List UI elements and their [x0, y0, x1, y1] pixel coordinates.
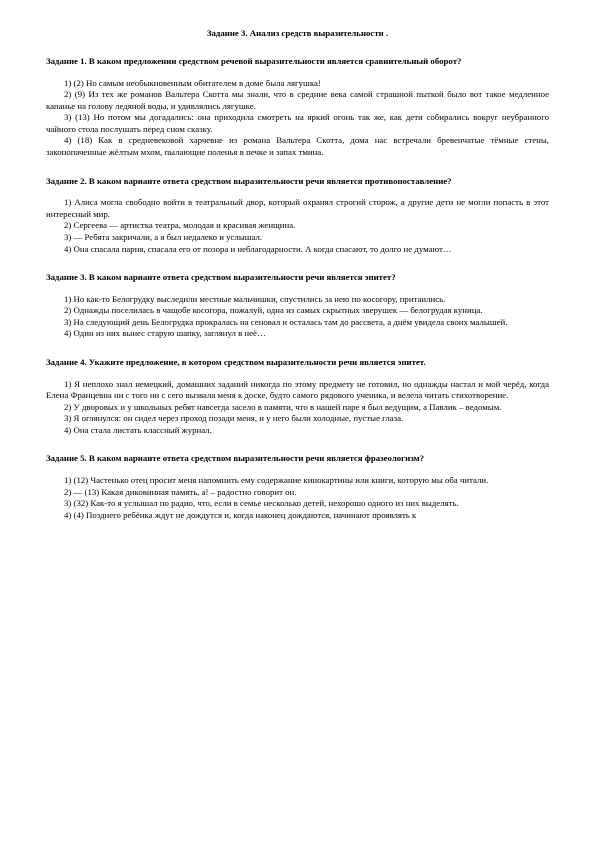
answer-option: 1) (2) Но самым необыкновенным обитателем в доме была лягушка!: [64, 77, 321, 88]
answer-option: 2) У дворовых и у школьных ребят навсегда засело в памяти, что в нашей паре я был ведущим, а Павлик – ведомым.: [64, 401, 502, 412]
task-4: [46, 356, 549, 436]
answer-option: 3) На следующий день Белогрудка прокралась на сеновал и осталась там до рассвета, а днём увидела своих малышей.: [64, 316, 508, 327]
task-question: Задание 1. В каком предложении средством речевой выразительности является сравнительный оборот?: [46, 56, 462, 66]
answer-option: 4) Один из них вынес старую шапку, заглянул в неё…: [64, 328, 266, 339]
task-question: Задание 5. В каком варианте ответа средством выразительности речи является фразеологизм?: [46, 453, 425, 464]
answer-option: 2) Однажды поселилась в чащобе косогора, пожалуй, одна из самых скрытных зверушек — белогрудая куница.: [64, 305, 483, 316]
answer-option: 4) (4) Позднего ребёнка ждут не дождутся и, когда наконец дождаются, начинают проявлять к: [64, 509, 417, 520]
task-5: [46, 452, 549, 521]
page-title: Задание 3. Анализ средств выразительности .: [206, 28, 389, 38]
answer-option: 1) Я неплохо знал немецкий, домашних заданий никогда по этому предмету не готовил, но однажды настал и мой черёд, когда Елена Францевна ни с того ни с сего вызвала меня к доске, будто самого рядового ученика, и велела читать стихотворение.: [46, 378, 549, 401]
answer-option: 4) Она спасала парня, спасала его от позора и неблагодарности. А когда спасают, то долго не думают…: [64, 243, 452, 254]
task-1: [46, 55, 549, 159]
answer-option: 2) Сергеева — артистка театра, молодая и красивая женщина.: [64, 220, 296, 231]
answer-option: 2) (9) Из тех же романов Вальтера Скотта мы знали, что в средние века самой страшной пыткой было вот такое медленное капанье на голову ледяной воды, и удивлялись лягушке.: [46, 89, 549, 111]
answer-option: 2) — (13) Какая диковинная память, а! – радостно говорит он.: [64, 486, 297, 497]
answer-option: 3) Я оглянулся: он сидел через проход позади меня, и у него были холодные, пустые глаза.: [64, 413, 404, 424]
task-question: Задание 2. В каком варианте ответа средством выразительности речи является противопоставление?: [46, 175, 452, 186]
task-question: Задание 4. Укажите предложение, в котором средством выразительности речи является эпитет.: [46, 357, 426, 367]
task-3: [46, 271, 549, 340]
answer-option: 3) (32) Как-то я услышал по радио, что, если в семье несколько детей, нехорошо одного из них выделять.: [64, 498, 459, 509]
answer-option: 4) (18) Как в средневековой харчевне из романа Вальтера Скотта, дома нас встречали бревенчатые тёмные стены, законопаченные жёлтым мхом, пылающие поленья в печке и запах тмина.: [46, 135, 549, 158]
task-question: Задание 3. В каком варианте ответа средством выразительности речи является эпитет?: [46, 272, 396, 283]
answer-option: 3) — Ребята закричали, а я был недалеко и услышал.: [64, 231, 263, 242]
answer-option: 1) Но как-то Белогрудку выследили местные мальчишки, спустились за нею по косогору, притаились.: [64, 293, 446, 304]
task-2: [46, 175, 549, 255]
answer-option: 4) Она стала листать классный журнал.: [64, 424, 212, 435]
answer-option: 1) Алиса могла свободно войти в театральный двор, который охранял строгий сторож, а другие дети не могли попасть в этот интересный мир.: [46, 197, 549, 219]
answer-option: 3) (13) Но потом мы догадались: она приходила смотреть на яркий огонь так же, как дети собирались вокруг неубранного чайного стола послушать перед сном сказку.: [46, 112, 549, 134]
answer-option: 1) (12) Частенько отец просит меня напомнить ему содержание кинокартины или книги, которую мы оба читали.: [64, 474, 489, 485]
